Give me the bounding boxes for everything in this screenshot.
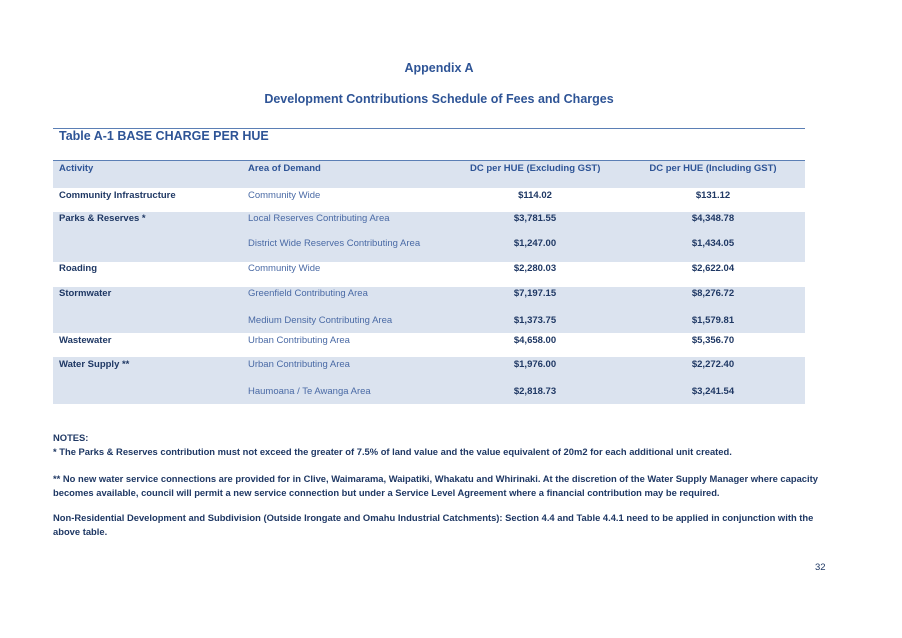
row-activity: Parks & Reserves * — [59, 213, 146, 224]
row-excl: $1,976.00 — [513, 359, 557, 370]
note-parks-reserves: * The Parks & Reserves contribution must not exceed the greater of 7.5% of land value and the value equivalent of 20m2 for each additional unit created. — [53, 446, 732, 457]
row-incl: $8,276.72 — [691, 288, 735, 299]
row-incl: $2,622.04 — [691, 263, 735, 274]
row-incl: $5,356.70 — [691, 335, 735, 346]
table-title: Table A-1 BASE CHARGE PER HUE — [59, 129, 269, 143]
row-area: District Wide Reserves Contributing Area — [248, 238, 421, 249]
row-excl: $1,247.00 — [513, 238, 557, 249]
row-area: Urban Contributing Area — [248, 335, 350, 346]
row-area: Local Reserves Contributing Area — [248, 213, 390, 224]
row-activity: Roading — [59, 263, 97, 274]
row-activity: Water Supply ** — [59, 359, 130, 370]
page-number: 32 — [815, 562, 826, 573]
row-excl: $114.02 — [518, 190, 552, 201]
row-excl: $4,658.00 — [513, 335, 557, 346]
header-incl-gst: DC per HUE (Including GST) — [649, 163, 777, 174]
note-non-residential: Non-Residential Development and Subdivision (Outside Irongate and Omahu Industrial Catchments): Section 4.4 and Table 4.4.1 need to be applied in conjunction with the above table. — [53, 512, 814, 537]
row-activity: Community Infrastructure — [59, 190, 176, 201]
row-incl: $131.12 — [695, 190, 731, 201]
header-area: Area of Demand — [248, 163, 321, 174]
note-water-supply: ** No new water service connections are provided for in Clive, Waimarama, Waipatiki, Whakatu and Whirinaki. At the discretion of the Water Supply Manager where capacity becomes available, council will permit a new service connection but under a Service Level Agreement where a financial contribution may be required. — [53, 473, 818, 498]
row-area: Medium Density Contributing Area — [248, 315, 393, 326]
row-area: Community Wide — [248, 263, 321, 274]
row-excl: $7,197.15 — [513, 288, 557, 299]
row-area: Community Wide — [248, 190, 321, 201]
row-excl: $3,781.55 — [513, 213, 557, 224]
row-incl: $2,272.40 — [691, 359, 735, 370]
row-area: Urban Contributing Area — [248, 359, 350, 370]
appendix-heading: Appendix A — [404, 61, 474, 75]
row-activity: Stormwater — [59, 288, 112, 299]
document-title: Development Contributions Schedule of Fees and Charges — [264, 92, 614, 106]
row-incl: $3,241.54 — [691, 386, 735, 397]
row-excl: $2,818.73 — [513, 386, 557, 397]
row-activity: Wastewater — [59, 335, 112, 346]
row-area: Haumoana / Te Awanga Area — [248, 386, 371, 397]
header-activity: Activity — [59, 163, 94, 174]
row-excl: $1,373.75 — [513, 315, 557, 326]
row-incl: $1,434.05 — [691, 238, 735, 249]
row-incl: $1,579.81 — [691, 315, 735, 326]
row-area: Greenfield Contributing Area — [248, 288, 368, 299]
header-excl-gst: DC per HUE (Excluding GST) — [470, 163, 601, 174]
row-excl: $2,280.03 — [513, 263, 557, 274]
row-incl: $4,348.78 — [691, 213, 735, 224]
notes-label: NOTES: — [53, 432, 89, 443]
